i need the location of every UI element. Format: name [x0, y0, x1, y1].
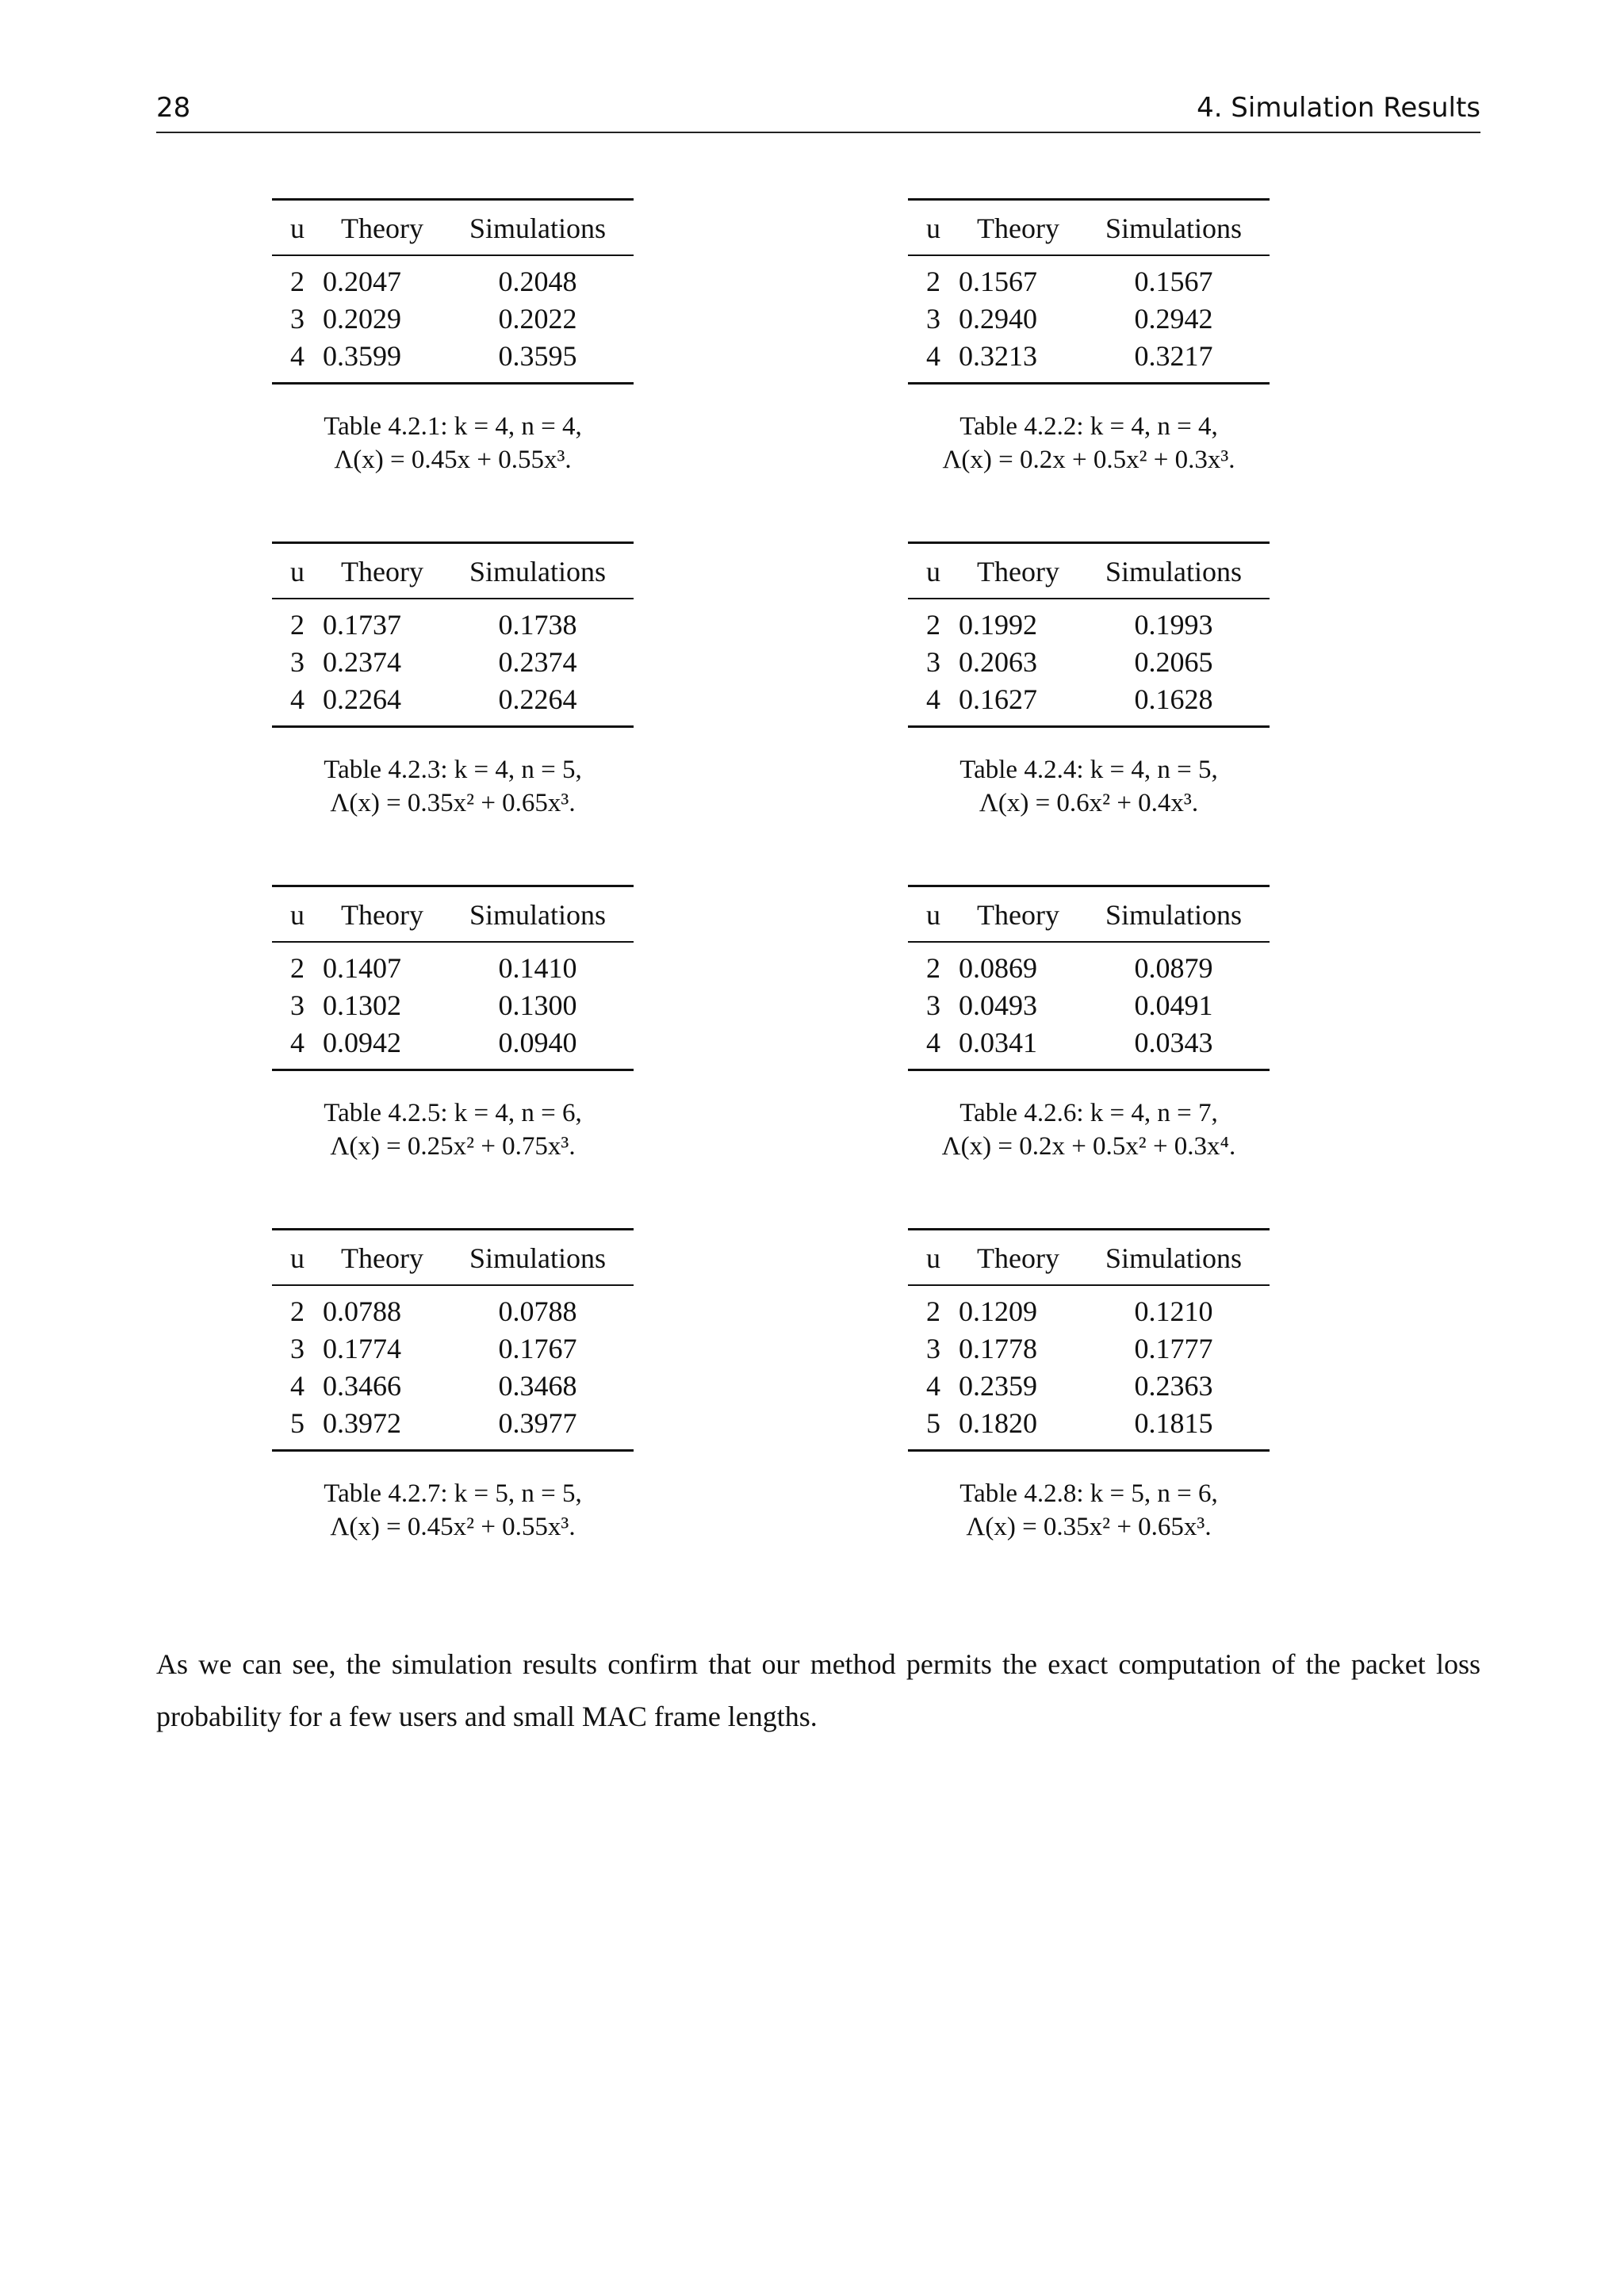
caption-label: Table 4.2.5: k = 4, n = 6, — [324, 1099, 582, 1127]
table-row — [908, 300, 1270, 338]
caption-label: Table 4.2.6: k = 4, n = 7, — [959, 1099, 1218, 1127]
results-table — [908, 885, 1270, 1071]
cell-theory: 0.3599 — [323, 340, 401, 372]
table-block-4-2-7 — [272, 1228, 634, 1544]
column-header-u: u — [926, 1242, 940, 1274]
cell-theory: 0.3972 — [323, 1407, 401, 1439]
table-row — [908, 987, 1270, 1024]
cell-theory: 0.0869 — [959, 952, 1037, 984]
cell-theory: 0.2047 — [323, 266, 401, 297]
conclusion-paragraph: As we can see, the simulation results confirm that our method permits the exact computation of the packet loss probability for a few users and small MAC frame lengths. — [156, 1648, 1480, 1732]
cell-simulations: 0.2264 — [498, 683, 577, 715]
caption-equation: Λ(x) = 0.45x² + 0.55x³. — [330, 1513, 576, 1541]
cell-simulations: 0.0491 — [1134, 989, 1213, 1021]
column-header-u: u — [290, 212, 304, 244]
cell-theory: 0.1567 — [959, 266, 1037, 297]
table-row — [272, 1405, 634, 1451]
caption-equation: Λ(x) = 0.6x² + 0.4x³. — [979, 789, 1199, 817]
cell-simulations: 0.0879 — [1134, 952, 1213, 984]
cell-u: 2 — [290, 952, 304, 984]
column-header-u: u — [290, 899, 304, 931]
caption-label: Table 4.2.4: k = 4, n = 5, — [959, 756, 1218, 784]
table-header-row — [908, 200, 1270, 256]
column-header-simulations: Simulations — [1105, 556, 1243, 587]
table-header-row — [272, 543, 634, 599]
table-row — [272, 255, 634, 300]
cell-simulations: 0.3217 — [1134, 340, 1213, 372]
column-header-simulations: Simulations — [469, 1242, 607, 1274]
results-table — [272, 885, 634, 1071]
table-header-row — [908, 886, 1270, 943]
table-row — [908, 255, 1270, 300]
table-block-4-2-4 — [908, 541, 1270, 820]
caption-equation: Λ(x) = 0.35x² + 0.65x³. — [966, 1513, 1212, 1541]
table-header-row — [272, 200, 634, 256]
table-row — [272, 1330, 634, 1368]
cell-u: 5 — [926, 1407, 940, 1439]
cell-u: 4 — [290, 1370, 304, 1402]
chapter-title: 4. Simulation Results — [1197, 92, 1480, 124]
cell-u: 3 — [926, 303, 940, 335]
cell-theory: 0.0341 — [959, 1027, 1037, 1058]
cell-simulations: 0.1567 — [1134, 266, 1213, 297]
cell-theory: 0.1774 — [323, 1333, 401, 1364]
column-header-theory: Theory — [977, 1242, 1059, 1274]
cell-simulations: 0.1300 — [498, 989, 577, 1021]
column-header-u: u — [926, 556, 940, 587]
cell-simulations: 0.2048 — [498, 266, 577, 297]
cell-u: 2 — [926, 609, 940, 641]
results-table — [908, 198, 1270, 385]
results-table — [272, 1228, 634, 1452]
cell-u: 4 — [926, 340, 940, 372]
cell-u: 4 — [290, 340, 304, 372]
cell-simulations: 0.1993 — [1134, 609, 1213, 641]
table-row — [272, 1368, 634, 1405]
cell-simulations: 0.0940 — [498, 1027, 577, 1058]
table-row — [908, 1024, 1270, 1070]
table-caption — [272, 753, 634, 820]
cell-theory: 0.1627 — [959, 683, 1037, 715]
cell-u: 4 — [290, 1027, 304, 1058]
column-header-simulations: Simulations — [469, 212, 607, 244]
cell-simulations: 0.1767 — [498, 1333, 577, 1364]
table-block-4-2-6 — [908, 885, 1270, 1163]
caption-equation: Λ(x) = 0.35x² + 0.65x³. — [330, 789, 576, 817]
table-row — [272, 681, 634, 727]
cell-u: 3 — [290, 646, 304, 678]
table-row — [908, 681, 1270, 727]
caption-equation: Λ(x) = 0.45x + 0.55x³. — [334, 446, 572, 474]
table-row — [908, 1368, 1270, 1405]
results-table — [272, 541, 634, 728]
table-block-4-2-2 — [908, 198, 1270, 476]
page-number: 28 — [156, 92, 191, 124]
cell-u: 2 — [926, 952, 940, 984]
column-header-simulations: Simulations — [1105, 212, 1243, 244]
cell-simulations: 0.1628 — [1134, 683, 1213, 715]
caption-label: Table 4.2.3: k = 4, n = 5, — [324, 756, 582, 784]
column-header-u: u — [926, 212, 940, 244]
cell-simulations: 0.1410 — [498, 952, 577, 984]
column-header-simulations: Simulations — [1105, 899, 1243, 931]
cell-theory: 0.3213 — [959, 340, 1037, 372]
cell-u: 2 — [290, 609, 304, 641]
caption-label: Table 4.2.2: k = 4, n = 4, — [959, 412, 1218, 441]
cell-simulations: 0.1777 — [1134, 1333, 1213, 1364]
cell-simulations: 0.2022 — [498, 303, 577, 335]
column-header-theory: Theory — [977, 899, 1059, 931]
caption-equation: Λ(x) = 0.2x + 0.5x² + 0.3x⁴. — [941, 1132, 1236, 1161]
cell-simulations: 0.2363 — [1134, 1370, 1213, 1402]
cell-u: 4 — [290, 683, 304, 715]
table-row — [908, 942, 1270, 987]
cell-simulations: 0.1738 — [498, 609, 577, 641]
table-row — [908, 599, 1270, 644]
table-row — [908, 1405, 1270, 1451]
table-block-4-2-8 — [908, 1228, 1270, 1544]
table-caption — [908, 1096, 1270, 1163]
column-header-simulations: Simulations — [1105, 1242, 1243, 1274]
column-header-theory: Theory — [341, 899, 423, 931]
table-block-4-2-3 — [272, 541, 634, 820]
cell-theory: 0.1737 — [323, 609, 401, 641]
cell-u: 4 — [926, 1370, 940, 1402]
cell-theory: 0.2029 — [323, 303, 401, 335]
table-caption — [908, 410, 1270, 476]
table-header-row — [272, 1230, 634, 1286]
cell-u: 3 — [290, 989, 304, 1021]
table-caption — [908, 1477, 1270, 1544]
caption-equation: Λ(x) = 0.25x² + 0.75x³. — [330, 1132, 576, 1161]
column-header-theory: Theory — [977, 212, 1059, 244]
cell-theory: 0.1778 — [959, 1333, 1037, 1364]
column-header-u: u — [926, 899, 940, 931]
table-caption — [272, 1477, 634, 1544]
cell-simulations: 0.3468 — [498, 1370, 577, 1402]
cell-theory: 0.0493 — [959, 989, 1037, 1021]
table-row — [908, 1285, 1270, 1330]
cell-theory: 0.2063 — [959, 646, 1037, 678]
caption-label: Table 4.2.7: k = 5, n = 5, — [324, 1479, 582, 1508]
table-caption — [272, 410, 634, 476]
cell-simulations: 0.0788 — [498, 1295, 577, 1327]
results-table — [908, 541, 1270, 728]
table-row — [272, 942, 634, 987]
cell-simulations: 0.2374 — [498, 646, 577, 678]
table-row — [908, 644, 1270, 681]
table-header-row — [908, 543, 1270, 599]
results-table — [908, 1228, 1270, 1452]
cell-theory: 0.2264 — [323, 683, 401, 715]
caption-equation: Λ(x) = 0.2x + 0.5x² + 0.3x³. — [942, 446, 1235, 474]
cell-u: 3 — [290, 1333, 304, 1364]
table-caption — [908, 753, 1270, 820]
table-header-row — [908, 1230, 1270, 1286]
table-caption — [272, 1096, 634, 1163]
results-table — [272, 198, 634, 385]
column-header-theory: Theory — [341, 556, 423, 587]
cell-u: 2 — [290, 266, 304, 297]
cell-u: 3 — [290, 303, 304, 335]
table-row — [272, 1024, 634, 1070]
column-header-u: u — [290, 1242, 304, 1274]
cell-u: 5 — [290, 1407, 304, 1439]
column-header-simulations: Simulations — [469, 899, 607, 931]
table-row — [272, 644, 634, 681]
cell-u: 4 — [926, 683, 940, 715]
table-row — [272, 300, 634, 338]
column-header-simulations: Simulations — [469, 556, 607, 587]
cell-simulations: 0.3977 — [498, 1407, 577, 1439]
cell-theory: 0.2374 — [323, 646, 401, 678]
table-block-4-2-1 — [272, 198, 634, 476]
cell-theory: 0.2940 — [959, 303, 1037, 335]
cell-theory: 0.1209 — [959, 1295, 1037, 1327]
column-header-theory: Theory — [341, 212, 423, 244]
cell-simulations: 0.2065 — [1134, 646, 1213, 678]
cell-theory: 0.1992 — [959, 609, 1037, 641]
caption-label: Table 4.2.1: k = 4, n = 4, — [324, 412, 582, 441]
cell-theory: 0.2359 — [959, 1370, 1037, 1402]
cell-simulations: 0.1815 — [1134, 1407, 1213, 1439]
cell-theory: 0.1820 — [959, 1407, 1037, 1439]
cell-u: 3 — [926, 1333, 940, 1364]
cell-u: 2 — [926, 1295, 940, 1327]
table-row — [272, 1285, 634, 1330]
cell-u: 3 — [926, 989, 940, 1021]
cell-simulations: 0.3595 — [498, 340, 577, 372]
cell-theory: 0.0788 — [323, 1295, 401, 1327]
cell-u: 3 — [926, 646, 940, 678]
table-block-4-2-5 — [272, 885, 634, 1163]
running-header — [156, 89, 1480, 133]
table-row — [908, 1330, 1270, 1368]
cell-theory: 0.0942 — [323, 1027, 401, 1058]
caption-label: Table 4.2.8: k = 5, n = 6, — [959, 1479, 1218, 1508]
column-header-theory: Theory — [977, 556, 1059, 587]
cell-simulations: 0.1210 — [1134, 1295, 1213, 1327]
cell-simulations: 0.2942 — [1134, 303, 1213, 335]
cell-theory: 0.1407 — [323, 952, 401, 984]
table-row — [272, 338, 634, 384]
cell-theory: 0.1302 — [323, 989, 401, 1021]
cell-theory: 0.3466 — [323, 1370, 401, 1402]
cell-simulations: 0.0343 — [1134, 1027, 1213, 1058]
table-row — [272, 599, 634, 644]
table-row — [908, 338, 1270, 384]
cell-u: 2 — [926, 266, 940, 297]
column-header-theory: Theory — [341, 1242, 423, 1274]
table-header-row — [272, 886, 634, 943]
column-header-u: u — [290, 556, 304, 587]
cell-u: 2 — [290, 1295, 304, 1327]
table-row — [272, 987, 634, 1024]
cell-u: 4 — [926, 1027, 940, 1058]
